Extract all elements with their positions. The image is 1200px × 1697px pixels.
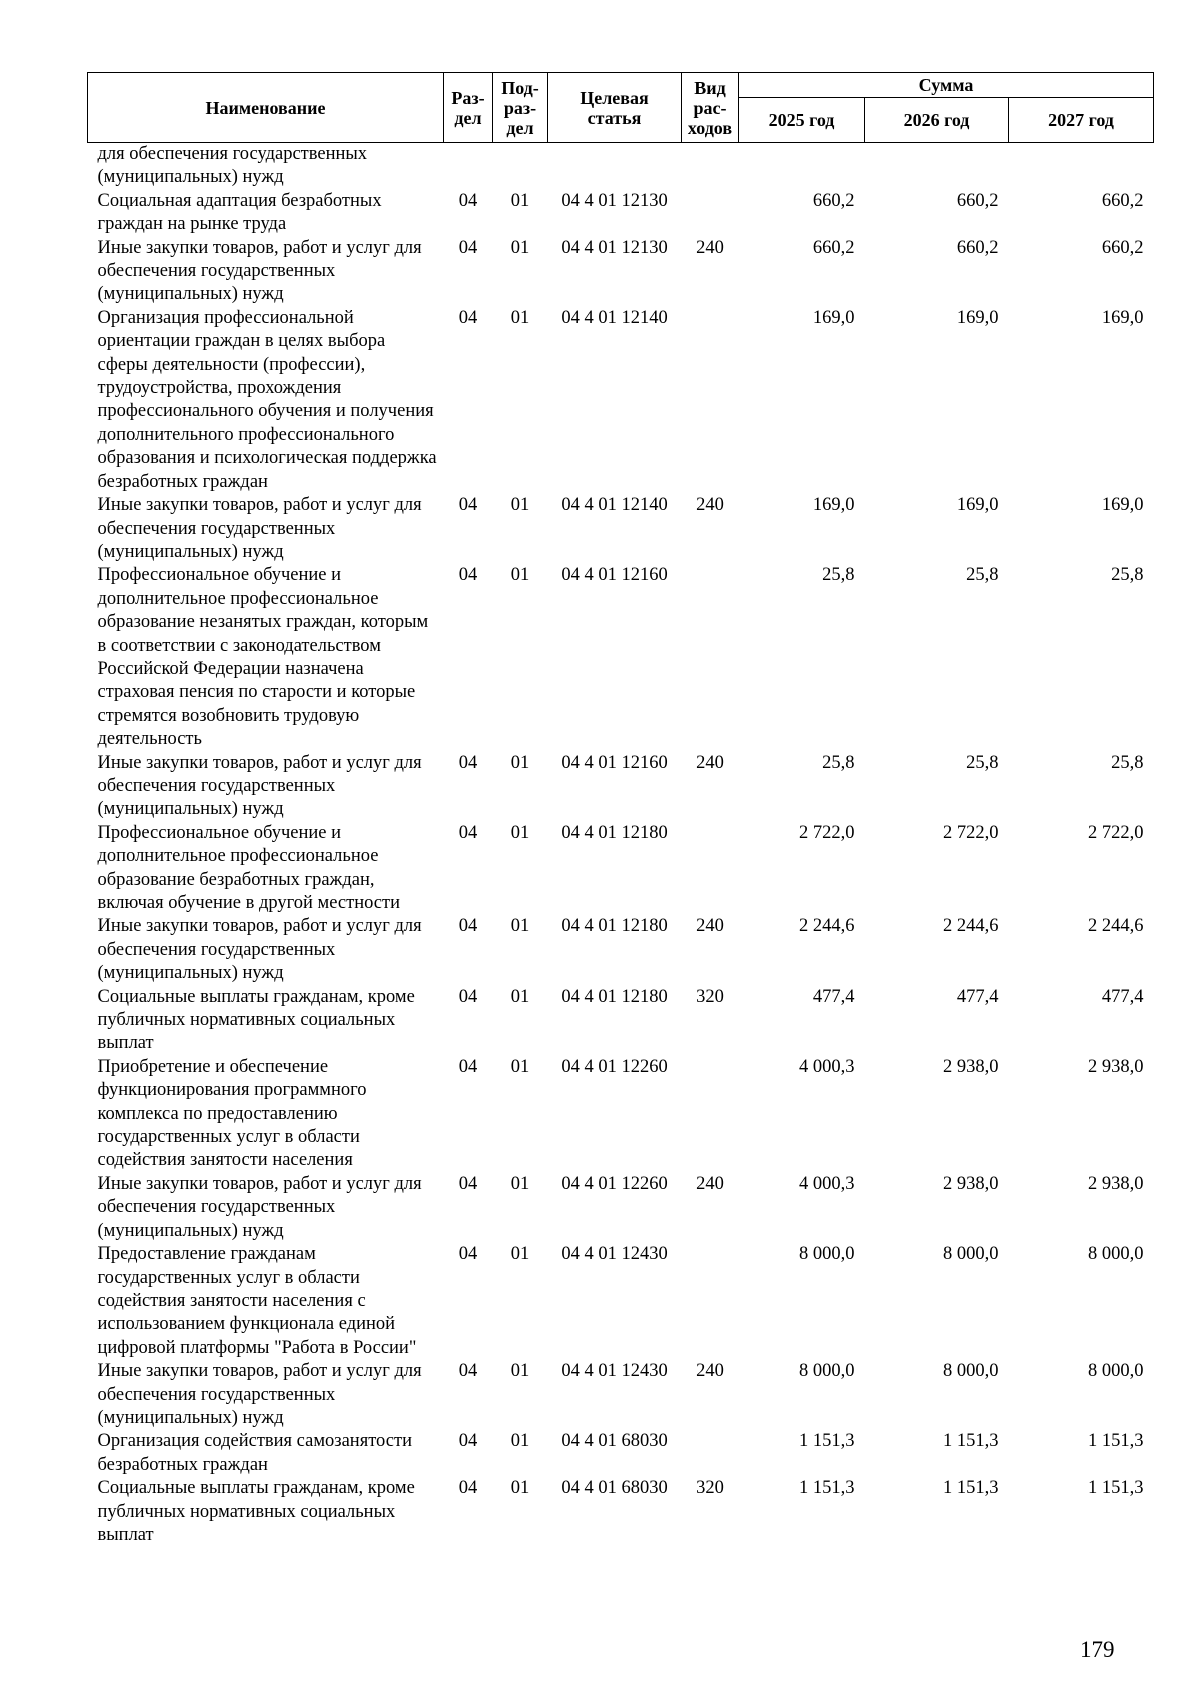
header-year-2027: 2027 год (1009, 98, 1154, 143)
header-year-2025: 2025 год (739, 98, 865, 143)
row-amount-2027: 1 151,3 (1088, 1478, 1144, 1499)
row-name: Социальные выплаты гражданам, кроме публичных нормативных социальных выплат (97, 986, 415, 1054)
row-amount-2026: 169,0 (956, 495, 999, 516)
row-razdel: 04 (458, 916, 478, 937)
row-podrazdel: 01 (510, 1431, 530, 1452)
row-podrazdel: 01 (510, 190, 530, 211)
row-podrazdel: 01 (510, 986, 530, 1007)
table-row (88, 307, 1154, 494)
row-name: Иные закупки товаров, работ и услуг для обеспечения государственных (муниципальных) нужд (97, 916, 422, 984)
row-target: 04 4 01 68030 (561, 1431, 668, 1452)
row-vid (682, 1056, 739, 1173)
row-vid: 240 (696, 916, 724, 937)
row-name: Иные закупки товаров, работ и услуг для обеспечения государственных (муниципальных) нужд (97, 1173, 422, 1241)
row-name: Иные закупки товаров, работ и услуг для обеспечения государственных (муниципальных) нужд (97, 1361, 422, 1428)
row-target: 04 4 01 12180 (561, 986, 668, 1007)
header-razdel: Раз- дел (444, 73, 493, 143)
row-name: Организация содействия самозанятости безработных граждан (97, 1431, 412, 1475)
row-razdel: 04 (458, 752, 478, 773)
row-target: 04 4 01 12180 (561, 916, 668, 937)
budget-table-container (87, 72, 1153, 1547)
row-podrazdel: 01 (510, 822, 530, 843)
row-podrazdel: 01 (510, 1244, 530, 1265)
row-vid (682, 190, 739, 237)
table-row (88, 237, 1154, 307)
row-podrazdel: 01 (510, 752, 530, 773)
row-amount-2025 (739, 143, 865, 190)
row-podrazdel: 01 (510, 495, 530, 516)
header-vid: Вид рас- ходов (682, 73, 739, 143)
table-row (88, 1477, 1154, 1547)
row-vid (682, 143, 739, 190)
row-amount-2025: 660,2 (812, 190, 855, 211)
row-razdel: 04 (458, 822, 478, 843)
row-amount-2025: 477,4 (812, 986, 855, 1007)
row-target: 04 4 01 12160 (561, 565, 668, 586)
row-amount-2025: 2 244,6 (799, 916, 855, 937)
row-vid (682, 822, 739, 916)
row-podrazdel: 01 (510, 1361, 530, 1382)
row-amount-2025: 1 151,3 (799, 1478, 855, 1499)
row-vid (682, 564, 739, 751)
row-amount-2025: 4 000,3 (799, 1173, 855, 1194)
row-amount-2027: 2 722,0 (1088, 822, 1144, 843)
row-amount-2026: 2 722,0 (943, 822, 999, 843)
row-name: для обеспечения государственных (муниципальных) нужд (97, 144, 368, 188)
row-amount-2026: 1 151,3 (943, 1478, 999, 1499)
row-amount-2026: 660,2 (956, 190, 999, 211)
table-row (88, 752, 1154, 822)
table-row (88, 915, 1154, 985)
row-amount-2025: 1 151,3 (799, 1431, 855, 1452)
row-target: 04 4 01 12180 (561, 822, 668, 843)
table-row (88, 494, 1154, 564)
row-podrazdel: 01 (510, 237, 530, 258)
header-podrazdel: Под- раз- дел (493, 73, 548, 143)
row-amount-2027: 2 938,0 (1088, 1056, 1144, 1077)
row-amount-2025: 8 000,0 (799, 1244, 855, 1265)
row-amount-2027: 2 938,0 (1088, 1173, 1144, 1194)
row-razdel: 04 (458, 190, 478, 211)
row-vid (682, 1430, 739, 1477)
row-name: Приобретение и обеспечение функционирования программного комплекса по предоставлению государственных услуг в области содействия занятости населения (97, 1056, 367, 1171)
row-amount-2025: 169,0 (812, 307, 855, 328)
row-target: 04 4 01 12140 (561, 495, 668, 516)
row-amount-2027: 2 244,6 (1088, 916, 1144, 937)
row-amount-2025: 2 722,0 (799, 822, 855, 843)
row-razdel: 04 (458, 237, 478, 258)
row-amount-2027: 8 000,0 (1088, 1244, 1144, 1265)
row-razdel: 04 (458, 307, 478, 328)
row-vid: 240 (696, 1361, 724, 1382)
row-target: 04 4 01 12260 (561, 1056, 668, 1077)
row-amount-2026: 25,8 (966, 752, 999, 773)
row-podrazdel: 01 (510, 565, 530, 586)
table-row (88, 1430, 1154, 1477)
row-razdel: 04 (458, 986, 478, 1007)
row-amount-2025: 25,8 (822, 752, 855, 773)
row-amount-2026: 25,8 (966, 565, 999, 586)
row-amount-2026 (865, 143, 1009, 190)
row-amount-2027: 477,4 (1101, 986, 1144, 1007)
row-amount-2027: 169,0 (1101, 307, 1144, 328)
row-amount-2025: 25,8 (822, 565, 855, 586)
row-target: 04 4 01 12160 (561, 752, 668, 773)
row-vid: 240 (696, 1173, 724, 1194)
row-vid (682, 307, 739, 494)
row-amount-2027: 660,2 (1101, 190, 1144, 211)
row-razdel (444, 143, 493, 190)
row-razdel: 04 (458, 1478, 478, 1499)
row-name: Предоставление гражданам государственных услуг в области содействия занятости населения с использованием функционала единой цифровой платформы "Работа в России" (97, 1244, 417, 1358)
row-razdel: 04 (458, 1361, 478, 1382)
row-amount-2026: 8 000,0 (943, 1361, 999, 1382)
row-razdel: 04 (458, 565, 478, 586)
row-name: Профессиональное обучение и дополнительное профессиональное образование безработных граждан, включая обучение в другой местности (97, 822, 400, 913)
row-podrazdel: 01 (510, 916, 530, 937)
row-podrazdel: 01 (510, 1056, 530, 1077)
row-amount-2027: 8 000,0 (1088, 1361, 1144, 1382)
row-razdel: 04 (458, 1244, 478, 1265)
row-podrazdel: 01 (510, 1173, 530, 1194)
budget-table (87, 72, 1154, 1547)
row-podrazdel (493, 143, 548, 190)
header-name: Наименование (88, 73, 444, 143)
row-amount-2027: 660,2 (1101, 237, 1144, 258)
row-target: 04 4 01 12260 (561, 1173, 668, 1194)
row-target: 04 4 01 12430 (561, 1361, 668, 1382)
header-year-2026: 2026 год (865, 98, 1009, 143)
row-amount-2026: 2 244,6 (943, 916, 999, 937)
row-target: 04 4 01 68030 (561, 1478, 668, 1499)
row-amount-2026: 2 938,0 (943, 1056, 999, 1077)
row-vid: 320 (696, 1478, 724, 1499)
row-razdel: 04 (458, 495, 478, 516)
row-vid (682, 1243, 739, 1360)
row-target: 04 4 01 12430 (561, 1244, 668, 1265)
table-header (88, 73, 1154, 143)
table-row (88, 986, 1154, 1056)
table-body (88, 143, 1154, 1548)
row-amount-2025: 4 000,3 (799, 1056, 855, 1077)
row-amount-2026: 2 938,0 (943, 1173, 999, 1194)
row-name: Иные закупки товаров, работ и услуг для обеспечения государственных (муниципальных) нужд (97, 495, 422, 562)
header-sum: Сумма (739, 73, 1154, 98)
row-name: Профессиональное обучение и дополнительное профессиональное образование незанятых граждан, которым в соответствии с законодательством Российской Федерации назначена страховая пенсия по старости и которые стремятся возобновить трудовую деятельность (97, 565, 429, 750)
row-target: 04 4 01 12130 (561, 237, 668, 258)
row-name: Иные закупки товаров, работ и услуг для обеспечения государственных (муниципальных) нужд (97, 752, 422, 820)
table-row (88, 190, 1154, 237)
table-row (88, 143, 1154, 190)
row-name: Социальные выплаты гражданам, кроме публичных нормативных социальных выплат (97, 1478, 415, 1545)
table-row (88, 564, 1154, 751)
row-razdel: 04 (458, 1173, 478, 1194)
row-amount-2026: 8 000,0 (943, 1244, 999, 1265)
row-vid: 240 (696, 237, 724, 258)
table-row (88, 1173, 1154, 1243)
row-razdel: 04 (458, 1431, 478, 1452)
header-target: Целевая статья (548, 73, 682, 143)
row-amount-2025: 660,2 (812, 237, 855, 258)
row-name: Иные закупки товаров, работ и услуг для обеспечения государственных (муниципальных) нужд (97, 237, 422, 305)
row-amount-2025: 169,0 (812, 495, 855, 516)
row-vid: 320 (696, 986, 724, 1007)
row-target: 04 4 01 12130 (561, 190, 668, 211)
table-row (88, 822, 1154, 916)
table-row (88, 1056, 1154, 1173)
row-vid: 240 (696, 495, 724, 516)
row-target (548, 143, 682, 190)
row-podrazdel: 01 (510, 307, 530, 328)
row-razdel: 04 (458, 1056, 478, 1077)
table-row (88, 1360, 1154, 1430)
row-name: Организация профессиональной ориентации граждан в целях выбора сферы деятельности (профессии), трудоустройства, прохождения профессионального обучения и получения дополнительного профессионального образования и психологическая поддержка безработных граждан (97, 307, 437, 492)
row-name: Социальная адаптация безработных граждан на рынке труда (97, 190, 382, 235)
row-amount-2026: 477,4 (956, 986, 999, 1007)
row-target: 04 4 01 12140 (561, 307, 668, 328)
row-amount-2025: 8 000,0 (799, 1361, 855, 1382)
row-amount-2027: 25,8 (1111, 752, 1144, 773)
row-amount-2027: 25,8 (1111, 565, 1144, 586)
table-row (88, 1243, 1154, 1360)
row-vid: 240 (696, 752, 724, 773)
page-number: 179 (1080, 1637, 1115, 1662)
row-amount-2026: 660,2 (956, 237, 999, 258)
row-podrazdel: 01 (510, 1478, 530, 1499)
row-amount-2026: 1 151,3 (943, 1431, 999, 1452)
row-amount-2027 (1009, 143, 1154, 190)
row-amount-2027: 169,0 (1101, 495, 1144, 516)
row-amount-2027: 1 151,3 (1088, 1431, 1144, 1452)
row-amount-2026: 169,0 (956, 307, 999, 328)
